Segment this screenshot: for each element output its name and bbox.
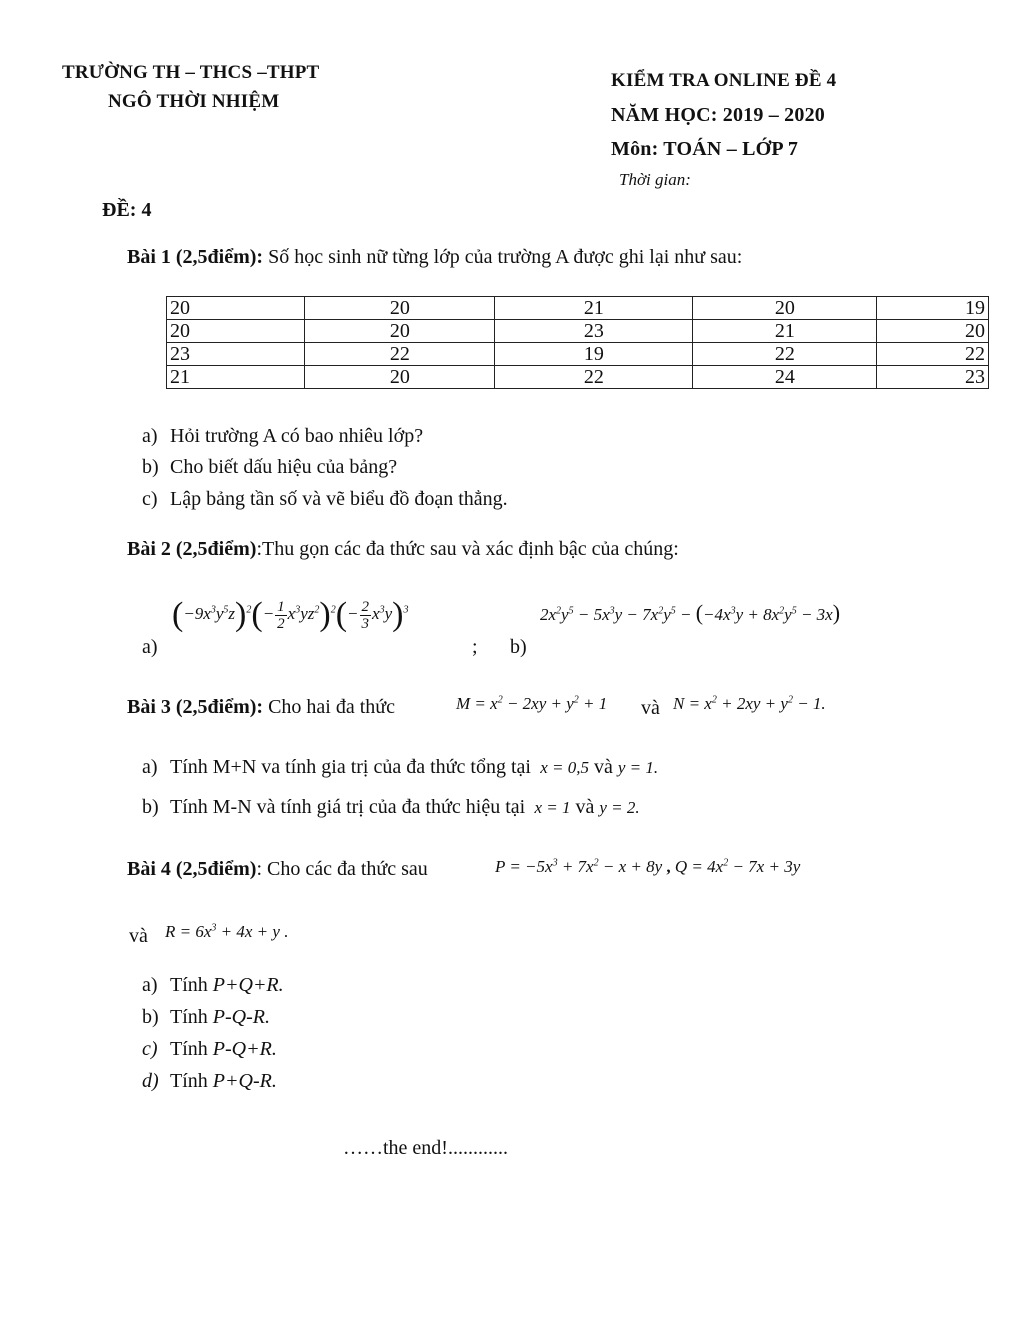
bai3-item-a-x-value: x = 0,5 [535, 758, 589, 777]
table-row [167, 366, 989, 389]
bai3-item-a [142, 756, 658, 779]
bai1-item-a-label: a) [142, 425, 158, 447]
table-cell: 23 [167, 343, 305, 366]
table-cell: 22 [495, 366, 693, 389]
table-cell: 20 [167, 320, 305, 343]
bai3-item-b-label: b) [142, 796, 159, 818]
bai1-item-c-text: Lập bảng tần số và vẽ biểu đồ đoạn thẳng. [170, 488, 508, 510]
bai1-item-b [142, 456, 397, 479]
table-cell: 21 [693, 320, 877, 343]
bai4-item-b [142, 1006, 270, 1029]
bai3-item-b-x-value: x = 1 [530, 798, 571, 817]
bai4-and: và [129, 925, 148, 947]
table-cell: 22 [305, 343, 495, 366]
bai2-expression-a: $(-9x^3y^5z)^2(-$ $\frac{1}{2}$ $x^3yz^2)^2(-$ $\frac{2}{3}$ $x^3y)^3$ [172, 596, 409, 633]
bai2-label-a: a) [142, 636, 158, 658]
bai3-and: và [641, 697, 660, 719]
bai3-item-a-text: Tính M+N va tính gia trị của đa thức tổng tại [170, 756, 531, 778]
bai3-item-b [142, 796, 640, 819]
bai1-text: Số học sinh nữ từng lớp của trường A được ghi lại như sau: [263, 246, 743, 268]
table-cell: 20 [693, 297, 877, 320]
table-cell: 20 [305, 366, 495, 389]
table-cell: 22 [693, 343, 877, 366]
school-year: NĂM HỌC: 2019 – 2020 [611, 104, 825, 126]
bai4-heading [127, 858, 428, 881]
bai1-item-a-text: Hỏi trường A có bao nhiêu lớp? [170, 425, 424, 447]
table-cell: 21 [495, 297, 693, 320]
bai1-heading [127, 246, 742, 269]
bai2-separator: ; [472, 636, 478, 658]
school-name-line1: TRƯỜNG TH – THCS –THPT [62, 62, 320, 83]
bai3-title: Bài 3 (2,5điểm): [127, 696, 264, 718]
bai4-item-b-word: Tính [170, 1006, 208, 1028]
bai4-item-d-label: d) [142, 1070, 159, 1092]
bai2-text: :Thu gọn các đa thức sau và xác định bậc của chúng: [256, 538, 679, 560]
bai4-item-a-label: a) [142, 974, 158, 996]
table-row [167, 297, 989, 320]
bai1-item-c [142, 488, 508, 511]
bai4-item-b-label: b) [142, 1006, 159, 1028]
table-cell: 21 [167, 366, 305, 389]
end-text: ……the end!............ [343, 1137, 508, 1159]
time-label: Thời gian: [619, 170, 691, 189]
bai3-item-a-and: và [593, 756, 613, 778]
bai3-item-b-and: và [575, 796, 595, 818]
bai4-item-c-expr: P-Q+R. [212, 1038, 277, 1060]
table-cell: 20 [305, 297, 495, 320]
table-cell: 20 [877, 320, 989, 343]
bai1-item-c-label: c) [142, 488, 158, 510]
bai3-item-a-y-value: y = 1. [617, 758, 659, 777]
bai2-expression-b: $2x^2y^5 - 5x^3y - 7x^2y^5 - (-4x^3y + 8x^2y^5 - 3x)$ [540, 600, 841, 625]
bai3-item-b-text: Tính M-N và tính giá trị của đa thức hiệu tại [170, 796, 526, 818]
bai3-item-a-label: a) [142, 756, 158, 778]
bai4-item-c-label: c) [142, 1038, 158, 1060]
bai3-text: Cho hai đa thức [263, 696, 396, 718]
bai4-item-a [142, 974, 284, 997]
bai4-item-a-expr: P+Q+R. [212, 974, 284, 996]
bai2-heading [127, 538, 679, 561]
bai4-text: : Cho các đa thức sau [256, 858, 428, 880]
table-row [167, 320, 989, 343]
data-table [166, 296, 989, 389]
bai1-title: Bài 1 (2,5điểm): [127, 246, 264, 268]
table-row [167, 343, 989, 366]
bai4-title: Bài 4 (2,5điểm) [127, 858, 257, 880]
bai4-polynomials-pq: $P = -5x^3 + 7x^2 - x + 8y$ , $Q = 4x^2 - 7x + 3y$ [495, 857, 801, 876]
exam-code: ĐỀ: 4 [102, 199, 152, 221]
bai4-item-c-word: Tính [170, 1038, 208, 1060]
table-cell: 19 [495, 343, 693, 366]
bai4-item-d-expr: P+Q-R. [212, 1070, 277, 1092]
table-cell: 23 [495, 320, 693, 343]
exam-title: KIỂM TRA ONLINE ĐỀ 4 [611, 70, 837, 91]
bai4-item-d [142, 1070, 277, 1093]
table-cell: 19 [877, 297, 989, 320]
bai4-item-c [142, 1038, 277, 1061]
table-cell: 20 [167, 297, 305, 320]
bai4-item-a-word: Tính [170, 974, 208, 996]
table-cell: 24 [693, 366, 877, 389]
bai4-item-b-expr: P-Q-R. [212, 1006, 270, 1028]
bai2-title: Bài 2 (2,5điểm) [127, 538, 257, 560]
bai1-item-b-text: Cho biết dấu hiệu của bảng? [170, 456, 398, 478]
school-name-line2: NGÔ THỜI NHIỆM [108, 91, 280, 112]
bai1-item-b-label: b) [142, 456, 159, 478]
bai3-heading [127, 696, 395, 719]
subject: Môn: TOÁN – LỚP 7 [611, 138, 799, 160]
table-cell: 22 [877, 343, 989, 366]
bai2-label-b: b) [510, 636, 527, 658]
bai3-polynomial-n: $N = x^2 + 2xy + y^2 - 1$. [673, 694, 826, 713]
bai1-item-a [142, 425, 423, 448]
table-cell: 23 [877, 366, 989, 389]
table-cell: 20 [305, 320, 495, 343]
bai3-item-b-y-value: y = 2. [599, 798, 640, 817]
bai3-polynomial-m: $M = x^2 - 2xy + y^2 + 1$ [456, 694, 608, 713]
bai4-item-d-word: Tính [170, 1070, 208, 1092]
bai4-polynomial-r: $R = 6x^3 + 4x + y$ . [165, 922, 289, 941]
